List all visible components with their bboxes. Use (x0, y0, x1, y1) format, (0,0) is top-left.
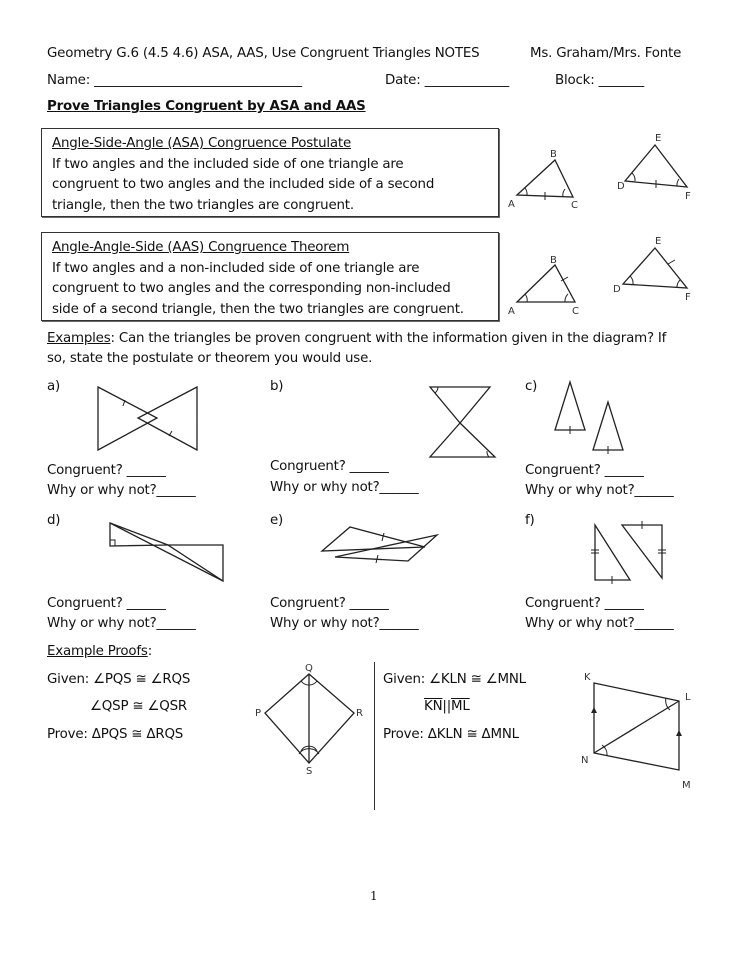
example-d-label: d) (47, 513, 61, 528)
why-answer-d: Why or why not?______ (47, 616, 196, 631)
example-proofs-heading (47, 644, 152, 659)
congruent-answer-d: Congruent? ______ (47, 596, 166, 611)
examples-prompt-text: : Can the triangles be proven congruent with the information given in the diagram? If (110, 331, 667, 346)
congruent-answer-a: Congruent? ______ (47, 463, 166, 478)
example-d-diagram (108, 518, 228, 588)
asa-line: congruent to two angles and the included side of a second (52, 177, 435, 192)
congruent-answer-c: Congruent? ______ (525, 463, 644, 478)
example-a-diagram (95, 385, 205, 455)
example-b-diagram (425, 385, 505, 460)
colon: : (147, 644, 152, 659)
why-answer-e: Why or why not?______ (270, 616, 419, 631)
vertex-label: R (356, 708, 363, 719)
example-a-label: a) (47, 379, 61, 394)
kite-pqrs-diagram (255, 662, 365, 777)
vertex-label: F (685, 292, 691, 303)
page-number: 1 (370, 889, 378, 903)
example-e-diagram (320, 525, 440, 585)
segment-ml: $\overline{ML}$ (451, 699, 470, 714)
example-e-label: e) (270, 513, 284, 528)
vertex-label: L (685, 692, 691, 703)
proof2-given1: Given: ∠KLN ≅ ∠MNL (383, 672, 526, 687)
vertex-label: D (613, 284, 621, 295)
example-f-label: f) (525, 513, 535, 528)
example-c-diagram (550, 380, 630, 460)
aas-line: If two angles and a non-included side of one triangle are (52, 260, 420, 276)
examples-prompt-line2: so, state the postulate or theorem you would use. (47, 351, 373, 366)
column-divider (374, 662, 375, 810)
vertex-label: N (581, 755, 589, 766)
name-field: Name: ________________________________ (47, 73, 302, 88)
vertex-label: S (306, 766, 313, 777)
vertex-label: C (572, 306, 579, 317)
asa-postulate-box (41, 128, 499, 217)
why-answer-c: Why or why not?______ (525, 483, 674, 498)
asa-line: triangle, then the two triangles are congruent. (52, 197, 354, 213)
parallel-symbol: || (442, 699, 452, 714)
proof2-given2 (424, 699, 470, 714)
congruent-answer-e: Congruent? ______ (270, 596, 389, 611)
examples-prompt (47, 331, 666, 346)
vertex-label: E (655, 133, 662, 144)
vertex-label: E (655, 236, 662, 247)
examples-label: Examples (47, 331, 111, 346)
teachers: Ms. Graham/Mrs. Fonte (530, 46, 682, 61)
document-title: Geometry G.6 (4.5 4.6) ASA, AAS, Use Congruent Triangles NOTES (47, 46, 480, 61)
asa-line: If two angles and the included side of one triangle are (52, 156, 404, 172)
aas-line: side of a second triangle, then the two triangles are congruent. (52, 301, 464, 317)
vertex-label: D (617, 181, 625, 192)
example-proofs-label: Example Proofs (47, 644, 148, 659)
why-answer-b: Why or why not?______ (270, 480, 419, 495)
asa-title: Angle-Side-Angle (ASA) Congruence Postulate (52, 136, 351, 151)
section-heading: Prove Triangles Congruent by ASA and AAS (47, 99, 366, 114)
why-answer-a: Why or why not?______ (47, 483, 196, 498)
aas-theorem-box (41, 232, 499, 321)
congruent-answer-f: Congruent? ______ (525, 596, 644, 611)
vertex-label: M (682, 780, 691, 791)
parallelogram-klmn-diagram (580, 670, 700, 795)
segment-kn: $\overline{KN}$ (424, 699, 443, 714)
vertex-label: K (584, 672, 591, 683)
vertex-label: A (508, 306, 515, 317)
block-field: Block: _______ (555, 73, 645, 88)
example-f-diagram (590, 520, 670, 585)
vertex-label: B (550, 149, 557, 160)
aas-line: congruent to two angles and the corresponding non-included (52, 281, 451, 296)
vertex-label: C (571, 200, 578, 211)
proof1-given1: Given: ∠PQS ≅ ∠RQS (47, 672, 191, 687)
date-field: Date: _____________ (385, 73, 510, 88)
asa-diagram (505, 125, 705, 215)
vertex-label: Q (305, 663, 313, 674)
vertex-label: P (255, 708, 262, 719)
vertex-label: F (685, 191, 691, 202)
example-b-label: b) (270, 379, 284, 394)
why-answer-f: Why or why not?______ (525, 616, 674, 631)
proof2-prove: Prove: ΔKLN ≅ ΔMNL (383, 727, 519, 742)
proof1-given2: ∠QSP ≅ ∠QSR (90, 699, 188, 714)
aas-diagram (505, 230, 705, 320)
proof1-prove: Prove: ΔPQS ≅ ΔRQS (47, 727, 184, 742)
vertex-label: B (550, 255, 557, 266)
congruent-answer-b: Congruent? ______ (270, 459, 389, 474)
vertex-label: A (508, 199, 515, 210)
aas-title: Angle-Angle-Side (AAS) Congruence Theorem (52, 240, 350, 255)
example-c-label: c) (525, 379, 538, 394)
